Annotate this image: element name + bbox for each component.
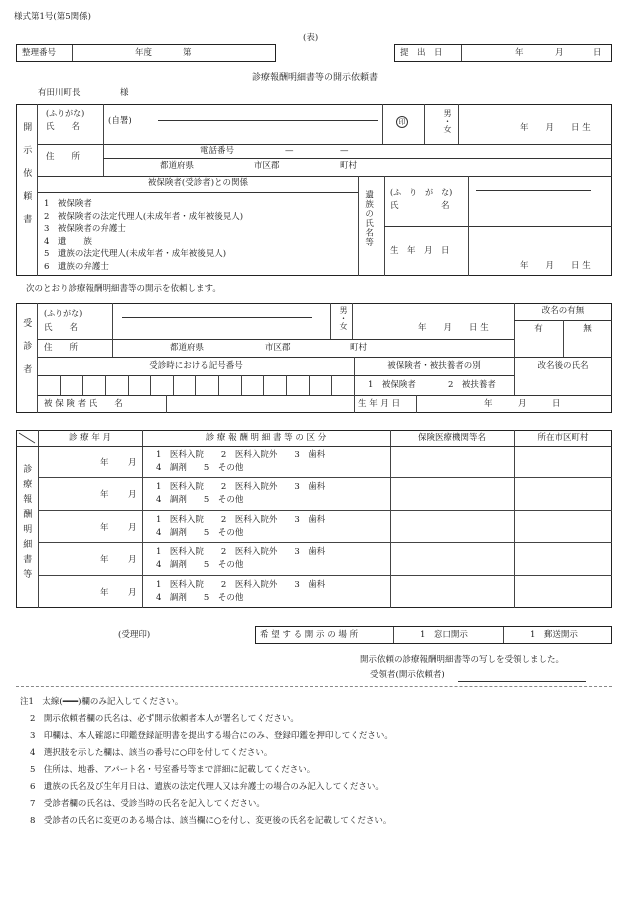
bereaved-birth-label: 生 年 月 日 xyxy=(390,246,450,256)
requester-sex[interactable]: 男・女 xyxy=(443,109,452,133)
disclosure-place-label: 希 望 す る 開 示 の 場 所 xyxy=(260,630,359,640)
relation-option[interactable]: 3 被保険者の弁護士 xyxy=(44,224,126,234)
rename-yes[interactable]: 有 xyxy=(534,324,543,334)
disclosure-place-box xyxy=(255,626,612,644)
table-row[interactable]: 年 月 1 医科入院 2 医科入院外 3 歯科 4 調剤 5 その他 xyxy=(38,511,612,543)
requester-phone-label: 電話番号 xyxy=(200,146,235,156)
note-item: 4 選択肢を示した欄は、該当の番号に○印を付してください。 xyxy=(30,748,273,758)
mail-disclosure-option[interactable]: 1 郵送開示 xyxy=(530,630,578,640)
patient-city: 市区郡 xyxy=(265,343,291,353)
relation-option[interactable]: 6 遺族の弁護士 xyxy=(44,261,109,272)
submission-date-label: 提 出 日 xyxy=(400,48,443,58)
note-item: 注1 太線(━━━)欄のみ記入してください。 xyxy=(20,697,184,707)
insured-name-label: 被 保 険 者 氏 名 xyxy=(44,399,123,409)
patient-name-label: 氏 名 xyxy=(44,323,79,333)
requester-town: 町村 xyxy=(340,161,358,171)
note-item: 8 受診者の氏名に変更のある場合は、該当欄に○を付し、変更後の氏名を記載してください。 xyxy=(30,816,392,826)
form-page: 様式第1号(第5関係) (表) 整理番号 年度 第 提 出 日 年 月 日 診療報酬明細書等の開示依頼書 有田川町長 様 開示依頼書 (ふりがな) 氏 名 (自署) 印 男・女 年 月 日 生 住 所 電話番号 — — 都道府県 市区郡 町村 被保険者(受診者)との関係 1 被保険者 2 被保険者の法定代理人(未成年者・成年被後見人) 3 被保険者の弁護士 4 遺 族 5 遺族の法定代理人(未成年者・成年被後見人) 6 遺族の弁護士 遺族の氏名等 (ふ り が な) 氏 名 生 年 月 日 年 月 日 生 次のとおり診療報酬明細書等の開示を依頼します。 受診者 (ふりがな) 氏 名 男・女 年 月 日 生 改名の有無 有 無 住 所 都道府県 市区郡 町村 受診時における記号番号 被保険者・被扶養者の別 改名後の氏名 1 被保険者 2 被扶養者 被 保 険 者 氏 名 生 年 月 日 年 月 日 診 療 年 月 診 療 報 酬 明 細 書 等 の 区 分 保険医療機関等名 所在市区町村 診療報酬明細書等 年 月 1 医科入院 2 医科入院外 3 歯科 4 調剤 5 その他 年 月 1 医科入院 2 医科入院外 3 歯科 4 調剤 5 その他 年 月 1 医科入院 2 医科入院外 3 歯科 4 調剤 5 その他 年 月 1 医科入院 2 医科入院外 3 歯科 4 調剤 5 その他 年 月 1 医科入院 2 医科入院外 3 歯科 4 調剤 5 その他 (受理印) 希 望 す る 開 示 の 場 所 1 窓口開示 1 郵送開示 開示依頼の診療報酬明細書等の写しを受領しました。 受領者(開示依頼者) 注1 太線(━━━)欄のみ記入してください。 2 開示依頼者欄の氏名は、必ず開示依頼者本人が署名してください。 3 印欄は、本人確認に印鑑登録証明書を提出する場合にのみ、登録印鑑を押印してください。 4 選択肢を示した欄は、該当の番号に○印を付してください。 5 住所は、地番、アパート名・号室番号等まで詳細に記載してください。 6 遺族の氏名及び生年月日は、遺族の法定代理人又は弁護士の場合のみ記入してください。 7 受診者欄の氏名は、受診当時の氏名を記入してください。 8 受診者の氏名に変更のある場合は、該当欄に○を付し、変更後の氏名を記載してください。 xyxy=(0,0,630,902)
form-title: 診療報酬明細書等の開示依頼書 xyxy=(251,73,378,83)
seal-icon: 印 xyxy=(396,116,408,128)
submission-date-box[interactable] xyxy=(394,44,612,62)
side-indicator: (表) xyxy=(303,33,319,43)
relation-option[interactable]: 2 被保険者の法定代理人(未成年者・成年被後見人) xyxy=(44,211,244,222)
insured-option-2[interactable]: 2 被扶養者 xyxy=(448,380,496,390)
relation-option[interactable]: 1 被保険者 xyxy=(44,199,92,209)
patient-birth[interactable]: 年 月 日 生 xyxy=(418,323,489,333)
receipt-stamp-label: (受理印) xyxy=(118,630,151,640)
counter-disclosure-option[interactable]: 1 窓口開示 xyxy=(420,630,468,640)
table-row[interactable]: 年 月 1 医科入院 2 医科入院外 3 歯科 4 調剤 5 その他 xyxy=(38,543,612,575)
note-item: 7 受診者欄の氏名は、受診当時の氏名を記入してください。 xyxy=(30,799,265,809)
birth-date-label: 生 年 月 日 xyxy=(358,399,401,409)
column-institution: 保険医療機関等名 xyxy=(417,433,486,443)
submission-year: 年 xyxy=(515,48,524,58)
column-city: 所在市区町村 xyxy=(537,433,589,443)
code-number-boxes[interactable] xyxy=(38,375,354,395)
insured-birth[interactable]: 年 月 日 xyxy=(484,399,561,409)
new-name-header: 改名後の氏名 xyxy=(537,361,589,371)
honorific: 様 xyxy=(120,88,129,98)
bereaved-name-label: 氏 名 xyxy=(390,201,450,211)
bereaved-label: 遺族の氏名等 xyxy=(363,190,374,247)
request-statement: 次のとおり診療報酬明細書等の開示を依頼します。 xyxy=(26,284,221,294)
reference-year: 年度 xyxy=(135,48,153,58)
rename-no[interactable]: 無 xyxy=(583,324,592,334)
patient-address-label: 住 所 xyxy=(44,343,79,353)
patient-furigana-label: (ふりがな) xyxy=(44,309,83,318)
bereaved-birth[interactable]: 年 月 日 生 xyxy=(520,261,591,271)
table-row[interactable]: 年 月 1 医科入院 2 医科入院外 3 歯科 4 調剤 5 その他 xyxy=(38,446,612,478)
relation-option[interactable]: 4 遺 族 xyxy=(44,236,92,247)
reference-number-box xyxy=(16,44,276,62)
receipt-statement: 開示依頼の診療報酬明細書等の写しを受領しました。 xyxy=(360,655,565,665)
column-month: 診 療 年 月 xyxy=(68,433,112,443)
patient-side-label: 受診者 xyxy=(21,318,32,387)
note-item: 2 開示依頼者欄の氏名は、必ず開示依頼者本人が署名してください。 xyxy=(30,714,299,724)
reference-number-label: 整理番号 xyxy=(22,48,57,58)
insured-type-header: 被保険者・被扶養者の別 xyxy=(387,361,481,371)
table-row[interactable]: 年 月 1 医科入院 2 医科入院外 3 歯科 4 調剤 5 その他 xyxy=(38,478,612,510)
relation-options[interactable] xyxy=(44,198,243,273)
bereaved-furigana-label: (ふ り が な) xyxy=(390,188,453,197)
patient-prefecture: 都道府県 xyxy=(170,343,205,353)
requester-prefecture: 都道府県 xyxy=(160,161,195,171)
patient-town: 町村 xyxy=(350,343,368,353)
note-item: 3 印欄は、本人確認に印鑑登録証明書を提出する場合にのみ、登録印鑑を押印してください。 xyxy=(30,731,393,741)
submission-month: 月 xyxy=(555,48,564,58)
code-number-header: 受診時における記号番号 xyxy=(149,361,243,371)
addressee: 有田川町長 xyxy=(38,88,81,98)
receiver-label: 受領者(開示依頼者) xyxy=(370,670,445,680)
relation-option[interactable]: 5 遺族の法定代理人(未成年者・成年被後見人) xyxy=(44,249,227,259)
insured-option-1[interactable]: 1 被保険者 xyxy=(368,380,416,390)
submission-day: 日 xyxy=(593,48,602,58)
requester-birth[interactable]: 年 月 日 生 xyxy=(520,123,591,133)
patient-sex[interactable]: 男・女 xyxy=(339,306,348,330)
requester-furigana-label: (ふりがな) xyxy=(46,109,85,118)
requester-name-label: 氏 名 xyxy=(46,122,81,132)
note-item: 6 遺族の氏名及び生年月日は、遺族の法定代理人又は弁護士の場合のみ記入してください。 xyxy=(30,782,384,792)
relation-header: 被保険者(受診者)との関係 xyxy=(147,178,249,188)
form-number: 様式第1号(第5関係) xyxy=(14,12,91,22)
requester-signature-label: (自署) xyxy=(108,116,132,126)
rename-header: 改名の有無 xyxy=(541,306,585,316)
requester-city: 市区郡 xyxy=(254,161,280,171)
reference-no: 第 xyxy=(183,48,192,58)
note-item: 5 住所は、地番、アパート名・号室番号等まで詳細に記載してください。 xyxy=(30,765,316,775)
statements-side-label: 診療報酬明細書等 xyxy=(21,464,32,584)
column-category: 診 療 報 酬 明 細 書 等 の 区 分 xyxy=(205,433,327,443)
diagonal-slash xyxy=(16,430,38,446)
requester-address-label: 住 所 xyxy=(46,152,81,162)
requester-side-label: 開示依頼書 xyxy=(21,122,32,237)
table-row[interactable]: 年 月 1 医科入院 2 医科入院外 3 歯科 4 調剤 5 その他 xyxy=(100,579,326,603)
